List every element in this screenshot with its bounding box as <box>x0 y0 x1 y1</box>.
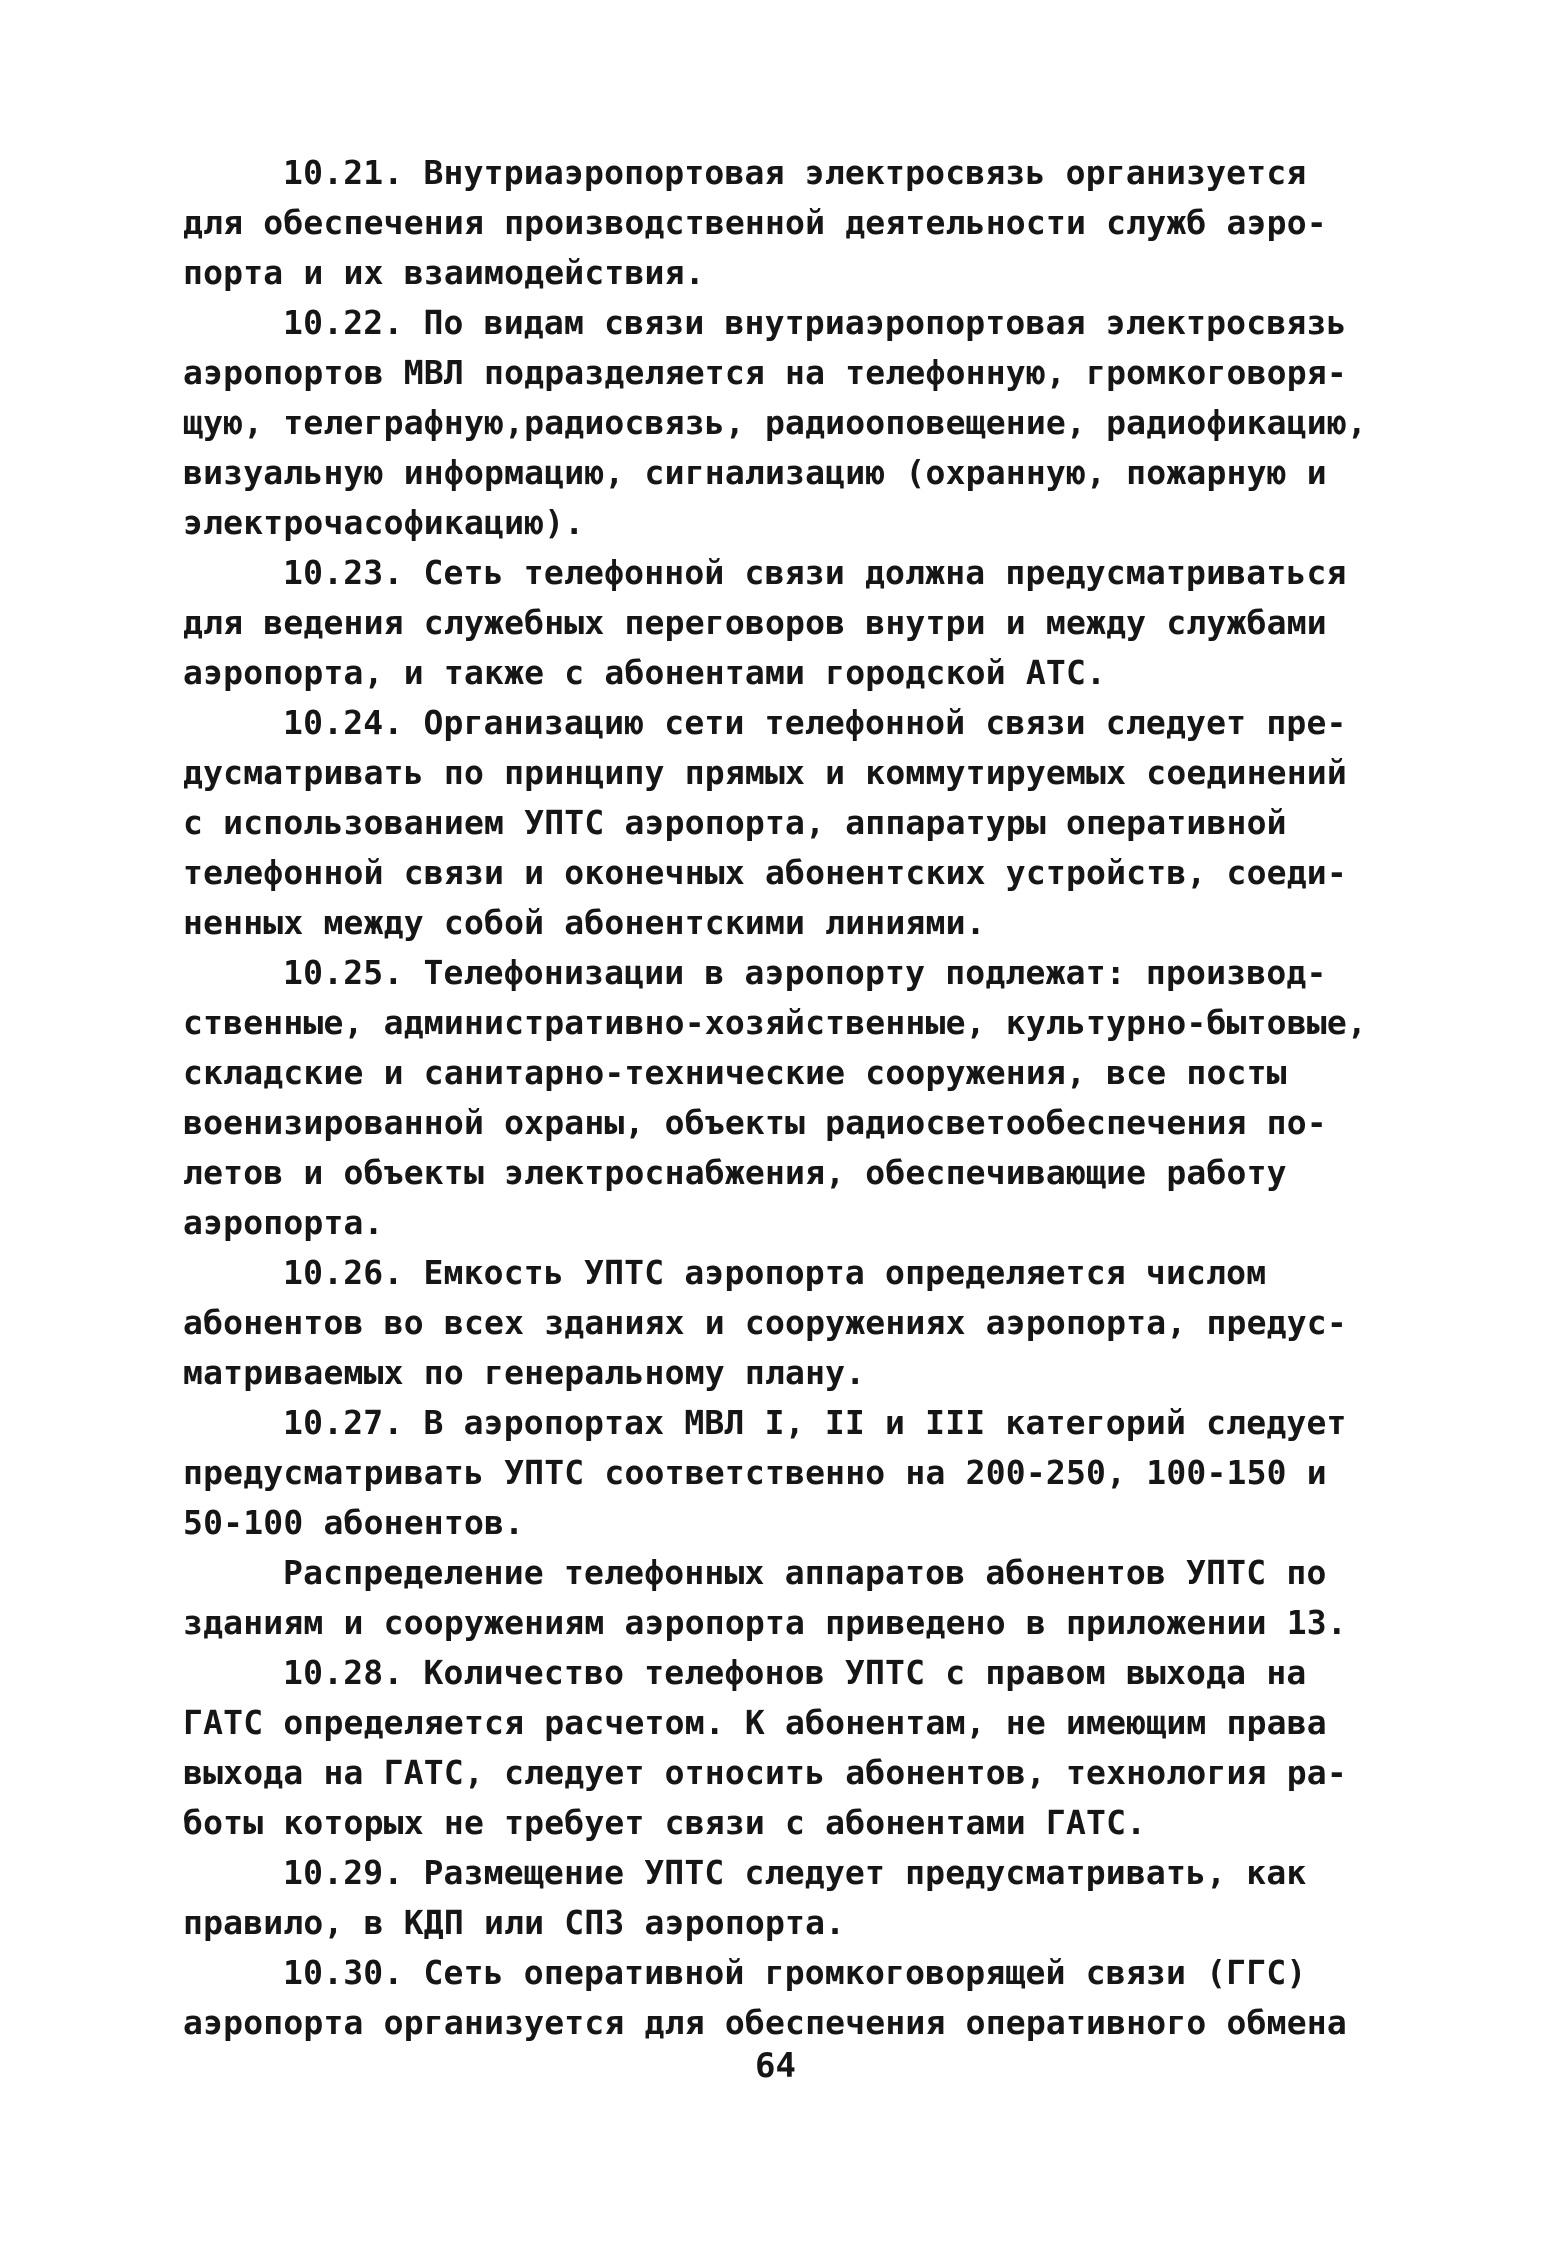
document-page <box>183 148 1383 2048</box>
paragraph-10-26: 10.26. Емкость УПТС аэропорта определяется числом абонентов во всех зданиях и сооружениях аэропорта, предус- матриваемых по генеральному плану. <box>183 1253 1347 1392</box>
paragraph-10-24: 10.24. Организацию сети телефонной связи следует пре- дусматривать по принципу прямых и коммутируемых соединений с использованием УПТС аэропорта, аппаратуры оперативной телефонной связи и оконечных абонентских устройств, соеди- ненных между собой абонентскими линиями. <box>183 703 1347 942</box>
paragraph-10-30: 10.30. Сеть оперативной громкоговорящей связи (ГГС) аэропорта организуется для обеспечения оперативного обмена <box>183 1953 1347 2042</box>
page-number: 64 <box>755 2046 796 2086</box>
paragraph-10-22: 10.22. По видам связи внутриаэропортовая электросвязь аэропортов МВЛ подразделяется на телефонную, громкоговоря- щую, телеграфную,радиосвязь, радиооповещение, радиофикацию, визуальную информацию, сигнализацию (охранную, пожарную и электрочасофикацию). <box>183 303 1367 542</box>
paragraph-10-27: 10.27. В аэропортах МВЛ I, II и III категорий следует предусматривать УПТС соответственно на 200-250, 100-150 и 50-100 абонентов. <box>183 1403 1347 1542</box>
paragraph-10-29: 10.29. Размещение УПТС следует предусматривать, как правило, в КДП или СПЗ аэропорта. <box>183 1853 1307 1942</box>
paragraph-10-21: 10.21. Внутриаэропортовая электросвязь организуется для обеспечения производственной деятельности служб аэро- порта и их взаимодействия. <box>183 153 1327 292</box>
paragraph-10-27-distribution: Распределение телефонных аппаратов абонентов УПТС по зданиям и сооружениям аэропорта приведено в приложении 13. <box>183 1553 1347 1642</box>
paragraph-10-23: 10.23. Сеть телефонной связи должна предусматриваться для ведения служебных переговоров внутри и между службами аэропорта, и также с абонентами городской АТС. <box>183 553 1347 692</box>
paragraph-10-28: 10.28. Количество телефонов УПТС с правом выхода на ГАТС определяется расчетом. К абонентам, не имеющим права выхода на ГАТС, следует относить абонентов, технология ра- боты которых не требует связи с абонентами ГАТС. <box>183 1653 1347 1842</box>
paragraph-10-25: 10.25. Телефонизации в аэропорту подлежат: производ- ственные, административно-хозяйственные, культурно-бытовые, складские и санитарно-технические сооружения, все посты военизированной охраны, объекты радиосветообеспечения по- летов и объекты электроснабжения, обеспечивающие работу аэропорта. <box>183 953 1367 1242</box>
